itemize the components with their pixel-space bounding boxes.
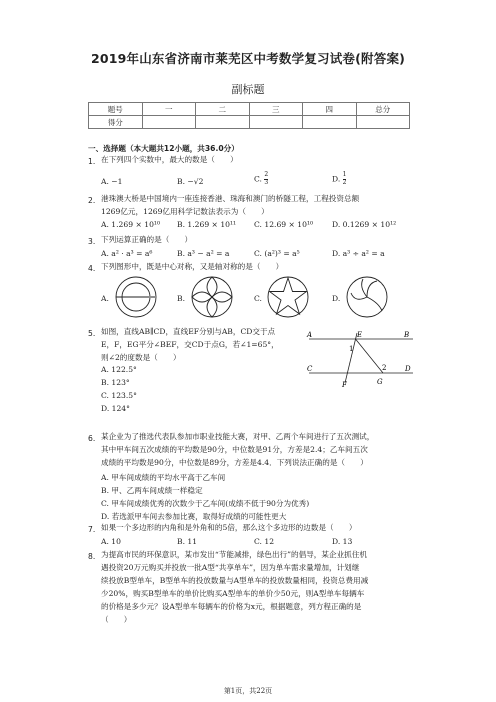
q7-option-c: C. 12 bbox=[254, 537, 275, 546]
score-row-label: 得分 bbox=[89, 116, 143, 129]
q3-option-c: C. (a²)³ = a⁵ bbox=[254, 249, 300, 258]
angle-label-1: 1 bbox=[349, 345, 354, 353]
question-number: 8. bbox=[88, 552, 96, 561]
question-number: 6. bbox=[88, 434, 96, 443]
question-2-line-1: 港珠澳大桥是中国境内一座连接香港、珠海和澳门的桥隧工程，工程投资总额 bbox=[101, 194, 360, 203]
q4-option-b-label: B. bbox=[177, 294, 185, 303]
score-table-header: 总分 bbox=[356, 103, 410, 116]
q1-option-d bbox=[332, 172, 346, 186]
fraction-numerator: 2 bbox=[264, 171, 269, 178]
fraction-denominator: 2 bbox=[342, 178, 347, 186]
question-8-line-6: （ ） bbox=[101, 615, 132, 624]
q1-option-d-fraction bbox=[343, 172, 347, 186]
q1-option-d-label: D. bbox=[332, 174, 341, 184]
question-8-line-3: 续投放B型单车，B型单车的投放数量与A型单车的投放数量相同，投资总费用减 bbox=[101, 576, 369, 585]
q5-option-a: A. 122.5° bbox=[101, 365, 137, 374]
point-label-d: D bbox=[405, 365, 411, 373]
question-6-line-3: 成绩的平均数是90分，中位数是89分，方差是4.4．下列说法正确的是（ ） bbox=[101, 458, 368, 467]
question-3-text: 下列运算正确的是（ ） bbox=[101, 235, 193, 244]
score-table bbox=[88, 102, 410, 129]
q1-option-c bbox=[254, 172, 268, 186]
score-table-score-row bbox=[89, 116, 410, 129]
q2-option-d: D. 0.1269 × 10¹² bbox=[332, 220, 397, 229]
angle-label-2: 2 bbox=[382, 364, 387, 372]
question-7-text: 如果一个多边形的内角和是外角和的5倍，那么这个多边形的边数是（ ） bbox=[101, 523, 357, 532]
score-table-header: 四 bbox=[303, 103, 357, 116]
point-label-b: B bbox=[404, 331, 410, 339]
question-number: 3. bbox=[88, 237, 96, 246]
q1-option-a: A. −1 bbox=[101, 177, 123, 186]
point-label-g: G bbox=[377, 378, 383, 386]
q7-option-b: B. 11 bbox=[177, 537, 198, 546]
question-5-line-3: 则∠2的度数是（ ） bbox=[101, 353, 181, 362]
q5-option-c: C. 123.5° bbox=[101, 391, 137, 400]
question-4-text: 下列图形中，既是中心对称，又是轴对称的是（ ） bbox=[101, 262, 284, 271]
score-cell bbox=[196, 116, 250, 129]
question-number: 2. bbox=[88, 196, 96, 205]
q5-option-d: D. 124° bbox=[101, 404, 130, 413]
question-number: 5. bbox=[88, 329, 96, 338]
q1-option-c-fraction bbox=[264, 172, 268, 186]
question-8-line-4: 少20%，购买B型单车的单价比购买A型单车的单价少50元，则A型单车每辆车 bbox=[101, 589, 365, 598]
score-cell bbox=[142, 116, 196, 129]
q1-option-b: B. −√2 bbox=[177, 177, 204, 186]
q4-option-c-label: C. bbox=[254, 294, 262, 303]
score-cell bbox=[249, 116, 303, 129]
score-cell bbox=[303, 116, 357, 129]
q5-option-b: B. 123° bbox=[101, 378, 130, 387]
q7-option-d: D. 13 bbox=[332, 537, 353, 546]
q2-option-a: A. 1.269 × 10¹⁰ bbox=[101, 220, 160, 229]
q5-parallel-lines-figure bbox=[305, 330, 415, 390]
section-heading: 一、选择题（本大题共12小题，共36.0分） bbox=[88, 144, 239, 153]
question-number: 7. bbox=[88, 525, 96, 534]
q4-option-d-label: D. bbox=[332, 294, 341, 303]
score-table-header: 二 bbox=[196, 103, 250, 116]
q3-option-d: D. a³ ÷ a² = a bbox=[332, 249, 385, 258]
question-2-line-2: 1269亿元，1269亿用科学记数法表示为（ ） bbox=[101, 207, 269, 216]
score-table-header: 三 bbox=[249, 103, 303, 116]
question-6-line-2: 其中甲车间五次成绩的平均数是90分，中位数是91分，方差是2.4；乙车间五次 bbox=[101, 445, 368, 454]
q3-option-b: B. a³ − a² = a bbox=[177, 249, 230, 258]
fraction-numerator: 1 bbox=[342, 171, 347, 178]
score-table-header: 一 bbox=[142, 103, 196, 116]
question-number: 4. bbox=[88, 264, 96, 273]
page-subtitle: 副标题 bbox=[231, 83, 265, 96]
q3-option-a: A. a² · a³ = a⁶ bbox=[101, 249, 153, 258]
q2-option-c: C. 12.69 × 10¹⁰ bbox=[254, 220, 314, 229]
score-cell bbox=[356, 116, 410, 129]
q6-option-b: B. 甲、乙两车间成绩一样稳定 bbox=[101, 486, 203, 495]
fraction-denominator: 3 bbox=[264, 178, 269, 186]
question-8-line-1: 为提高市民的环保意识，某市发出“节能减排，绿色出行”的倡导，某企业抓住机 bbox=[101, 550, 367, 559]
q4-figure-c bbox=[266, 275, 310, 319]
q6-option-a: A. 甲车间成绩的平均水平高于乙车间 bbox=[101, 473, 226, 482]
page-title: 2019年山东省济南市莱芜区中考数学复习试卷(附答案) bbox=[90, 51, 406, 66]
question-1-text: 在下列四个实数中，最大的数是（ ） bbox=[101, 155, 238, 164]
page-footer: 第1页，共22页 bbox=[223, 687, 273, 695]
q6-option-d: D. 若选派甲车间去参加比赛，取得好成绩的可能性更大 bbox=[101, 512, 287, 521]
question-6-line-1: 某企业为了推选代表队参加市职业技能大赛，对甲、乙两个车间进行了五次测试， bbox=[101, 432, 375, 441]
question-5-line-1: 如图，直线AB∥CD，直线EF分别与AB，CD交于点 bbox=[101, 327, 276, 336]
score-table-header-row bbox=[89, 103, 410, 116]
question-8-line-5: 的价格是多少元？设A型单车每辆车的价格为x元，根据题意，列方程正确的是 bbox=[101, 602, 362, 611]
question-5-line-2: E，F，EG平分∠BEF，交CD于点G，若∠1=65°， bbox=[101, 340, 279, 349]
q4-option-a-label: A. bbox=[101, 294, 109, 303]
point-label-a: A bbox=[307, 331, 313, 339]
score-table-header: 题号 bbox=[89, 103, 143, 116]
q2-option-b: B. 1.269 × 10¹¹ bbox=[177, 220, 237, 229]
question-number: 1. bbox=[88, 157, 96, 166]
point-label-f: F bbox=[342, 381, 347, 389]
point-label-c: C bbox=[307, 365, 313, 373]
q4-figure-a bbox=[114, 275, 158, 319]
q7-option-a: A. 10 bbox=[101, 537, 121, 546]
q6-option-c: C. 甲车间成绩优秀的次数少于乙车间(成绩不低于90分为优秀) bbox=[101, 499, 310, 508]
point-label-e: E bbox=[357, 331, 363, 339]
q1-option-c-label: C. bbox=[254, 174, 262, 184]
q4-figure-b bbox=[190, 275, 234, 319]
q4-figure-d bbox=[345, 275, 389, 319]
question-8-line-2: 遇投资20万元购买并投放一批A型“共享单车”，因为单车需求量增加，计划继 bbox=[101, 563, 360, 572]
